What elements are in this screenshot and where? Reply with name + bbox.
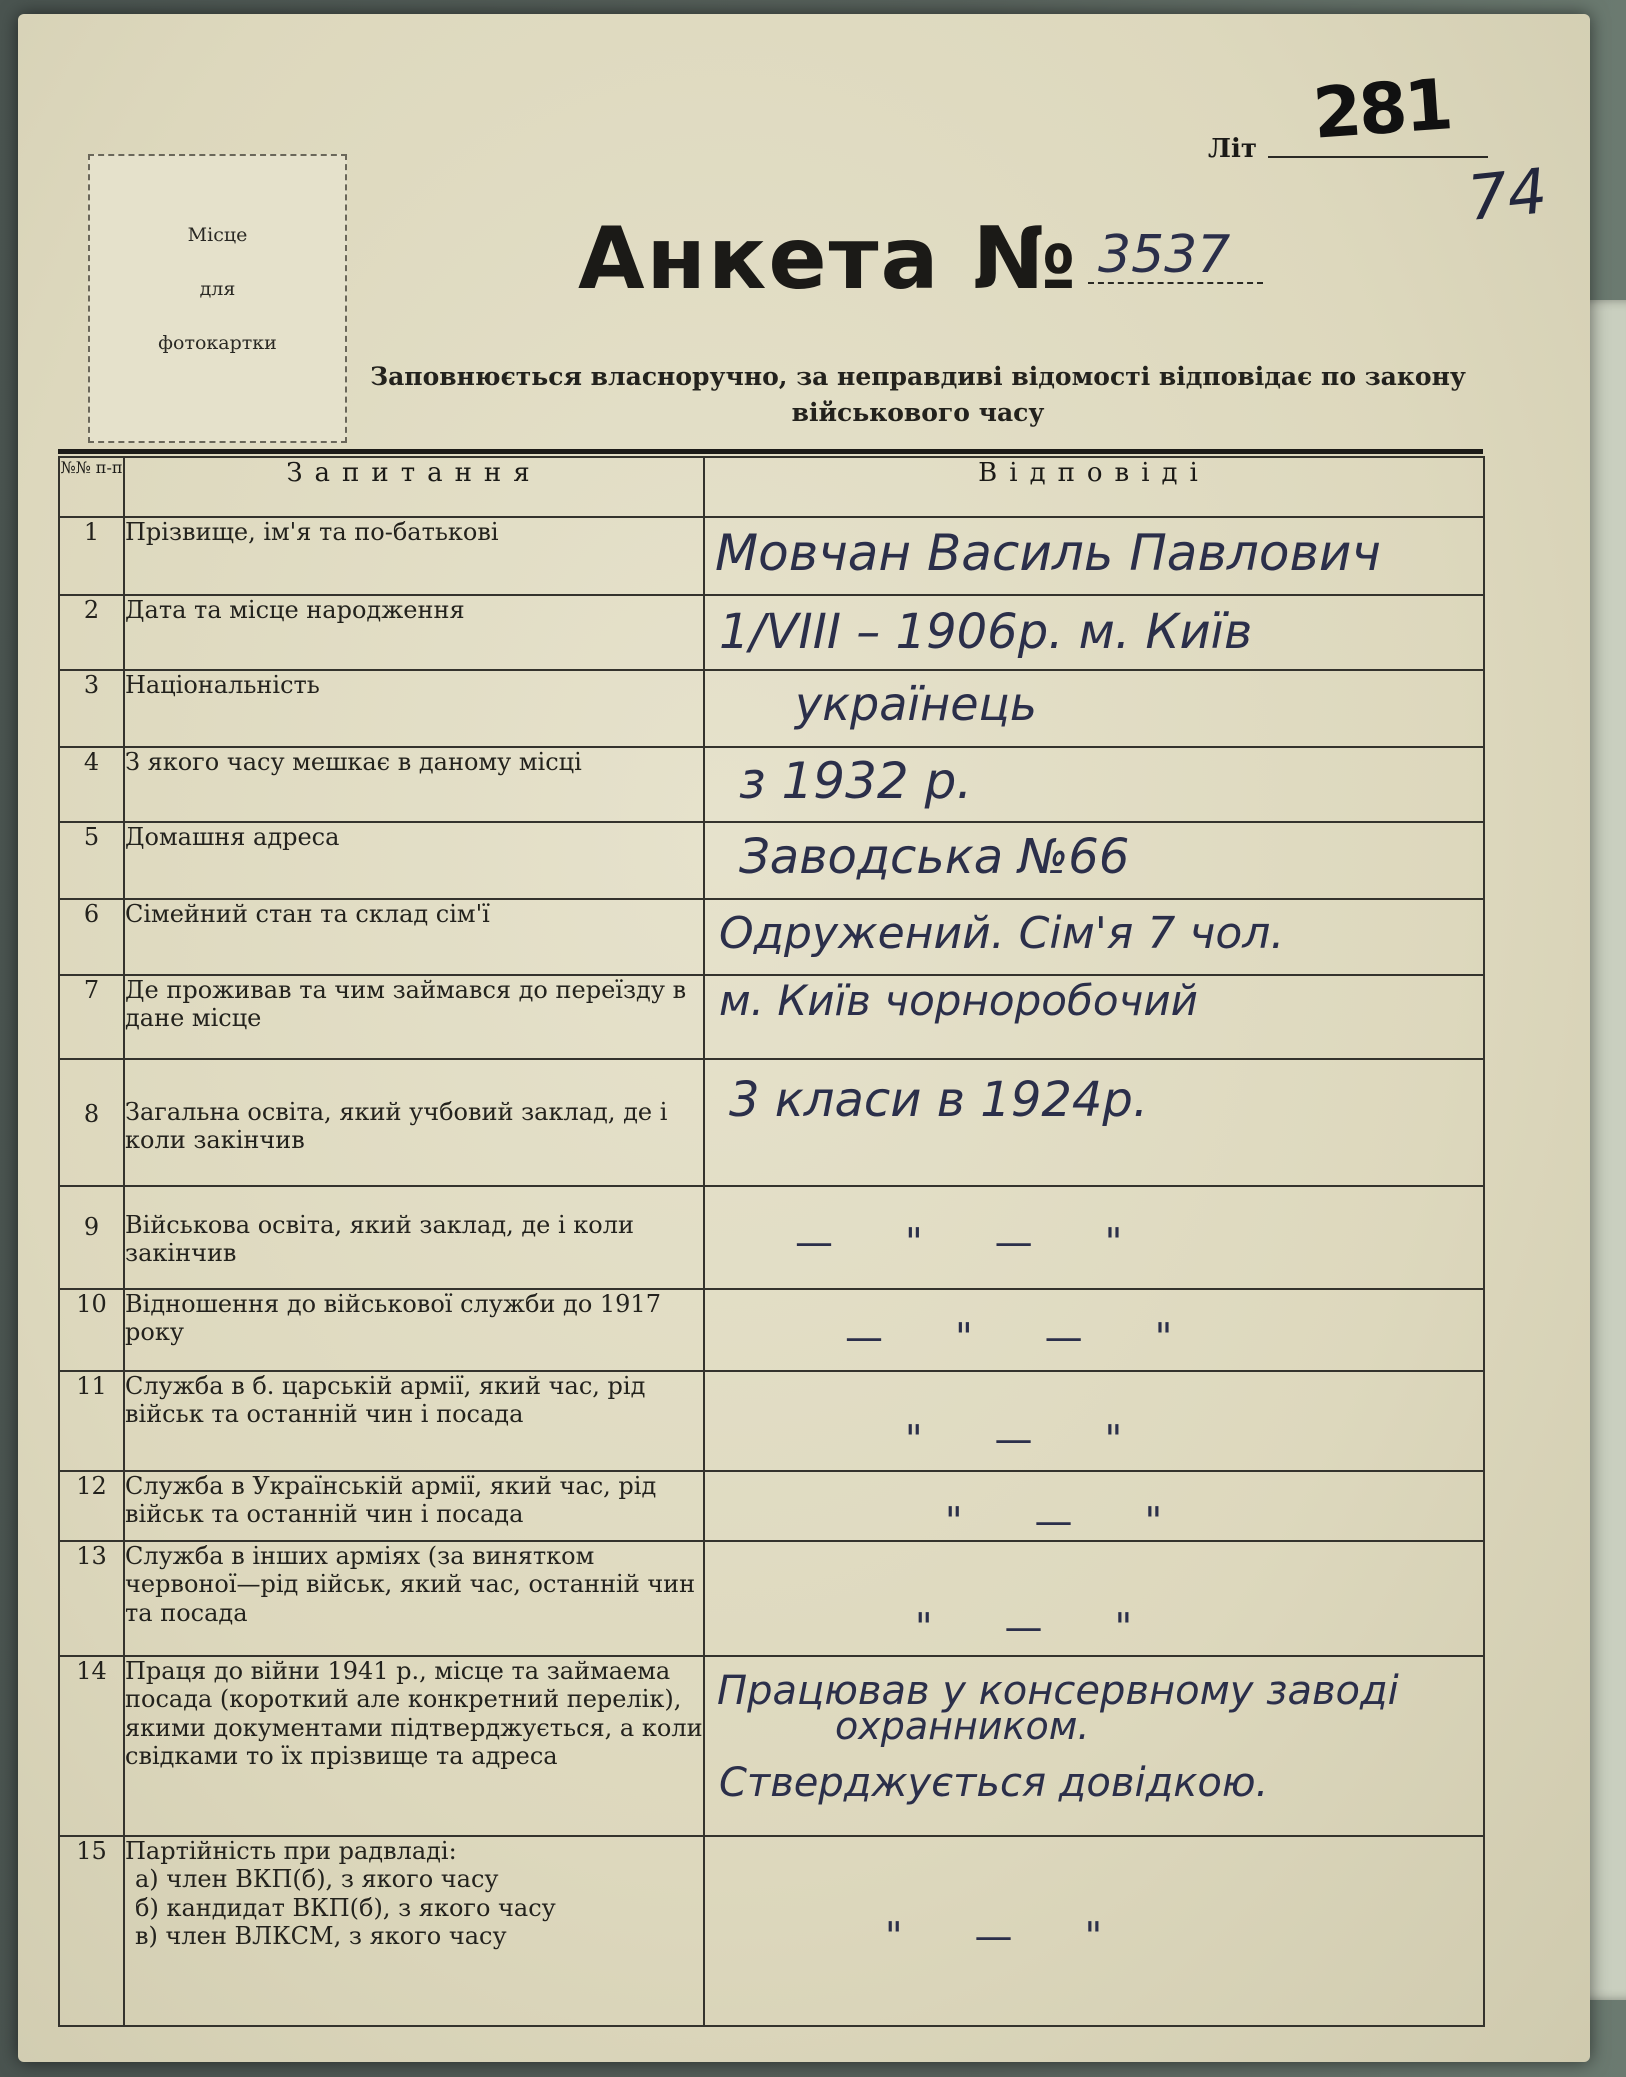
photo-label-line3: фотокартки	[158, 332, 277, 354]
col-header-answer: Відповіді	[704, 457, 1484, 517]
row-question: Національність	[124, 670, 704, 747]
row-question: Загальна освіта, який учбовий заклад, де і коли закінчив	[124, 1059, 704, 1186]
questionnaire-table	[58, 456, 1485, 2027]
row-number: 1	[59, 517, 124, 595]
answer-text: з 1932 р.	[739, 752, 973, 810]
table-row	[59, 899, 1484, 975]
lit-number: 281	[1310, 63, 1453, 155]
answer-text: — " — "	[795, 1220, 1153, 1264]
answer-text: Мовчан Василь Павлович	[715, 524, 1381, 582]
form-sheet	[18, 14, 1590, 2062]
row-question: Сімейний стан та склад сім'ї	[124, 899, 704, 975]
table-header-row	[59, 457, 1484, 517]
row-number: 6	[59, 899, 124, 975]
row-answer[interactable]	[704, 1289, 1484, 1371]
row-answer[interactable]	[704, 975, 1484, 1059]
answer-line-3: Стверджується довідкою.	[719, 1760, 1269, 1806]
row-number: 8	[59, 1059, 124, 1186]
row-question: Домашня адреса	[124, 822, 704, 899]
photo-label-line2: для	[199, 278, 236, 300]
answer-text: " — "	[885, 1914, 1133, 1958]
row-question: Служба в інших арміях (за винятком червоної—рід військ, який час, останній чин та посада	[124, 1541, 704, 1656]
form-title: Анкета №	[578, 209, 1078, 309]
row-number: 13	[59, 1541, 124, 1656]
table-row	[59, 747, 1484, 822]
subtitle-line-1: Заповнюється власноручно, за неправдиві відомості відповідає по закону	[370, 362, 1466, 391]
form-subtitle	[358, 359, 1478, 432]
row-question: Служба в Українській армії, який час, рід військ та останній чин і посада	[124, 1471, 704, 1541]
table-row	[59, 1289, 1484, 1371]
table-row	[59, 975, 1484, 1059]
row-answer[interactable]	[704, 822, 1484, 899]
subtitle-line-2: військового часу	[791, 398, 1045, 428]
row-question: Праця до війни 1941 р., місце та займаема посада (короткий але конкретний перелік), якими документами підтверджується, а коли свідками то їх прізвище та адреса	[124, 1656, 704, 1836]
row-number: 3	[59, 670, 124, 747]
row-number: 7	[59, 975, 124, 1059]
row-number: 4	[59, 747, 124, 822]
row-number: 9	[59, 1186, 124, 1289]
answer-text: " — "	[915, 1605, 1163, 1649]
table-row	[59, 1836, 1484, 2026]
table-row	[59, 1471, 1484, 1541]
table-row	[59, 595, 1484, 670]
table-row	[59, 1541, 1484, 1656]
question-line-1: Партійність при радвладі:	[125, 1837, 457, 1865]
row-number: 12	[59, 1471, 124, 1541]
row-answer[interactable]	[704, 747, 1484, 822]
answer-text: українець	[795, 677, 1037, 731]
answer-text: 3 класи в 1924р.	[729, 1072, 1149, 1128]
answer-line-1: Працював у консервному заводі	[717, 1668, 1399, 1714]
photo-placeholder-box	[88, 154, 347, 443]
table-row	[59, 670, 1484, 747]
answer-text: м. Київ чорноробочий	[719, 976, 1198, 1025]
col-header-number: №№ п-п	[59, 457, 124, 517]
answer-text: Одружений. Сім'я 7 чол.	[719, 908, 1285, 959]
questionnaire-number: 3537	[1098, 225, 1231, 285]
answer-text: " — "	[945, 1499, 1193, 1543]
row-answer[interactable]	[704, 595, 1484, 670]
table-row	[59, 517, 1484, 595]
answer-text: " — "	[905, 1417, 1153, 1461]
answer-line-2: охранником.	[835, 1704, 1090, 1748]
question-line-2: а) член ВКП(б), з якого часу	[135, 1865, 499, 1894]
row-number: 10	[59, 1289, 124, 1371]
row-question: Прізвище, ім'я та по-батькові	[124, 517, 704, 595]
table-row	[59, 1656, 1484, 1836]
row-answer[interactable]	[704, 1371, 1484, 1471]
row-answer[interactable]	[704, 899, 1484, 975]
row-number: 11	[59, 1371, 124, 1471]
table-row	[59, 1371, 1484, 1471]
row-number: 15	[59, 1836, 124, 2026]
row-number: 5	[59, 822, 124, 899]
table-row	[59, 822, 1484, 899]
lit-label: Літ	[1208, 134, 1257, 164]
row-answer[interactable]	[704, 1836, 1484, 2026]
table-row	[59, 1059, 1484, 1186]
row-question: Відношення до військової служби до 1917 року	[124, 1289, 704, 1371]
row-question: Дата та місце народження	[124, 595, 704, 670]
row-answer[interactable]	[704, 1656, 1484, 1836]
row-number: 2	[59, 595, 124, 670]
row-answer[interactable]	[704, 1471, 1484, 1541]
answer-text: Заводська №66	[739, 829, 1130, 885]
row-answer[interactable]	[704, 1541, 1484, 1656]
lit-underline	[1268, 156, 1488, 158]
table-row	[59, 1186, 1484, 1289]
photo-label-line1: Місце	[187, 224, 248, 246]
row-answer[interactable]	[704, 1059, 1484, 1186]
row-question	[124, 1836, 704, 2026]
row-question: Військова освіта, який заклад, де і коли закінчив	[124, 1186, 704, 1289]
page-corner-number: 74	[1464, 154, 1551, 235]
header-rule	[58, 449, 1483, 454]
col-header-question: Запитання	[124, 457, 704, 517]
row-question: З якого часу мешкає в даному місці	[124, 747, 704, 822]
row-answer[interactable]	[704, 517, 1484, 595]
answer-text: 1/VIII – 1906р. м. Київ	[719, 604, 1253, 660]
question-line-3: б) кандидат ВКП(б), з якого часу	[135, 1893, 556, 1922]
question-line-4: в) член ВЛКСМ, з якого часу	[135, 1921, 507, 1950]
row-number: 14	[59, 1656, 124, 1836]
questionnaire-number-underline	[1088, 282, 1263, 284]
answer-text: — " — "	[845, 1315, 1203, 1359]
row-answer[interactable]	[704, 1186, 1484, 1289]
row-question: Служба в б. царській армії, який час, рід військ та останній чин і посада	[124, 1371, 704, 1471]
row-question: Де проживав та чим займався до переїзду в дане місце	[124, 975, 704, 1059]
row-answer[interactable]	[704, 670, 1484, 747]
